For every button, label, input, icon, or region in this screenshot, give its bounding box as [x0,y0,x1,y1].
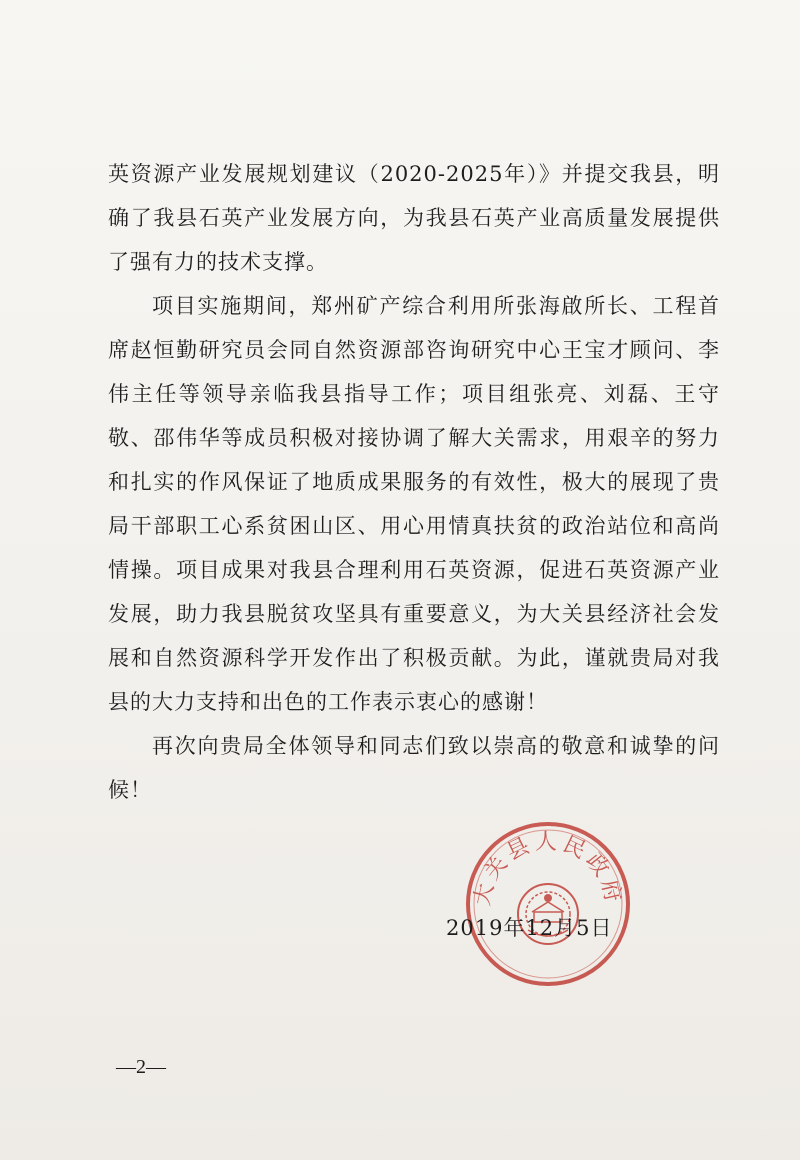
paragraph-1: 英资源产业发展规划建议（2020-2025年）》并提交我县，明确了我县石英产业发展方向，为我县石英产业高质量发展提供了强有力的技术支撑。 [108,162,720,274]
letter-body [108,152,720,812]
letter-date: 2019年12月5日 [446,916,613,940]
official-seal-icon [462,818,634,990]
paragraph-3: 再次向贵局全体领导和同志们致以崇高的敬意和诚挚的问候！ [108,734,720,802]
paragraph-2: 项目实施期间，郑州矿产综合利用所张海啟所长、工程首席赵恒勤研究员会同自然资源部咨询研究中心王宝才顾问、李伟主任等领导亲临我县指导工作；项目组张亮、刘磊、王守敬、邵伟华等成员积极对接协调了解大关需求，用艰辛的努力和扎实的作风保证了地质成果服务的有效性，极大的展现了贵局干部职工心系贫困山区、用心用情真扶贫的政治站位和高尚情操。项目成果对我县合理利用石英资源，促进石英资源产业发展，助力我县脱贫攻坚具有重要意义，为大关县经济社会发展和自然资源科学开发作出了积极贡献。为此，谨就贵局对我县的大力支持和出色的工作表示衷心的感谢！ [108,294,720,714]
seal-text: 大关县人民政府 [470,829,626,909]
page-number: —2— [116,1056,166,1078]
